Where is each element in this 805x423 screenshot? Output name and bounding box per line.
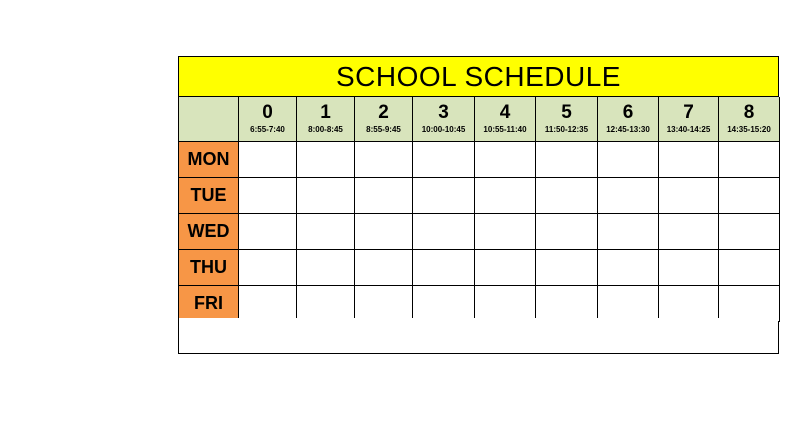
period-number: 3	[438, 102, 449, 123]
schedule-cell[interactable]	[536, 142, 598, 178]
period-header	[719, 97, 780, 142]
schedule-cell[interactable]	[536, 214, 598, 250]
schedule-cell[interactable]	[598, 142, 659, 178]
period-header	[413, 97, 475, 142]
period-header	[659, 97, 719, 142]
notes-row[interactable]	[179, 318, 778, 353]
day-label-mon: MON	[179, 142, 239, 178]
schedule-cell[interactable]	[475, 286, 536, 322]
schedule-cell[interactable]	[659, 250, 719, 286]
schedule-cell[interactable]	[659, 214, 719, 250]
schedule-cell[interactable]	[475, 250, 536, 286]
schedule-cell[interactable]	[536, 178, 598, 214]
schedule-cell[interactable]	[413, 286, 475, 322]
schedule-cell[interactable]	[719, 178, 780, 214]
period-number: 2	[378, 102, 389, 123]
period-time: 13:40-14:25	[666, 125, 711, 134]
period-number: 8	[743, 102, 755, 123]
schedule-cell[interactable]	[659, 178, 719, 214]
schedule-cell[interactable]	[536, 286, 598, 322]
schedule-grid	[179, 97, 778, 313]
schedule-cell[interactable]	[598, 178, 659, 214]
schedule-cell[interactable]	[659, 142, 719, 178]
schedule-cell[interactable]	[475, 142, 536, 178]
schedule-cell[interactable]	[297, 250, 355, 286]
school-schedule-table	[178, 56, 779, 354]
schedule-cell[interactable]	[475, 178, 536, 214]
day-label-wed: WED	[179, 214, 239, 250]
schedule-cell[interactable]	[239, 250, 297, 286]
schedule-cell[interactable]	[719, 214, 780, 250]
schedule-cell[interactable]	[239, 178, 297, 214]
schedule-cell[interactable]	[719, 142, 780, 178]
schedule-cell[interactable]	[413, 178, 475, 214]
schedule-cell[interactable]	[598, 214, 659, 250]
period-number: 1	[320, 102, 331, 123]
schedule-cell[interactable]	[297, 142, 355, 178]
period-time: 12:45-13:30	[606, 125, 650, 134]
period-header	[297, 97, 355, 142]
period-time: 10:55-11:40	[483, 125, 527, 134]
period-time: 11:50-12:35	[544, 125, 589, 134]
schedule-cell[interactable]	[355, 142, 413, 178]
schedule-cell[interactable]	[355, 250, 413, 286]
schedule-cell[interactable]	[239, 286, 297, 322]
schedule-cell[interactable]	[536, 250, 598, 286]
day-label-thu: THU	[179, 250, 239, 286]
period-number: 7	[683, 102, 694, 123]
schedule-cell[interactable]	[413, 250, 475, 286]
schedule-cell[interactable]	[598, 286, 659, 322]
period-header	[475, 97, 536, 142]
period-header	[239, 97, 297, 142]
header-corner	[179, 97, 239, 142]
period-time: 8:00-8:45	[308, 125, 343, 134]
period-number: 5	[561, 102, 572, 123]
schedule-cell[interactable]	[297, 178, 355, 214]
schedule-cell[interactable]	[355, 214, 413, 250]
period-time: 10:00-10:45	[421, 125, 466, 134]
schedule-cell[interactable]	[297, 214, 355, 250]
schedule-cell[interactable]	[659, 286, 719, 322]
schedule-cell[interactable]	[297, 286, 355, 322]
day-label-fri: FRI	[179, 286, 239, 322]
schedule-cell[interactable]	[239, 214, 297, 250]
day-label-tue: TUE	[179, 178, 239, 214]
schedule-cell[interactable]	[355, 286, 413, 322]
schedule-cell[interactable]	[475, 214, 536, 250]
period-header	[536, 97, 598, 142]
schedule-title: SCHOOL SCHEDULE	[179, 57, 778, 97]
period-time: 14:35-15:20	[727, 125, 771, 134]
period-time: 8:55-9:45	[366, 125, 401, 134]
schedule-cell[interactable]	[719, 250, 780, 286]
schedule-cell[interactable]	[413, 142, 475, 178]
period-header	[598, 97, 659, 142]
period-number: 0	[262, 102, 273, 123]
schedule-cell[interactable]	[719, 286, 780, 322]
period-number: 6	[622, 102, 634, 123]
period-time: 6:55-7:40	[250, 125, 285, 134]
schedule-cell[interactable]	[598, 250, 659, 286]
schedule-cell[interactable]	[413, 214, 475, 250]
period-number: 4	[499, 102, 511, 123]
schedule-cell[interactable]	[355, 178, 413, 214]
schedule-cell[interactable]	[239, 142, 297, 178]
period-header	[355, 97, 413, 142]
